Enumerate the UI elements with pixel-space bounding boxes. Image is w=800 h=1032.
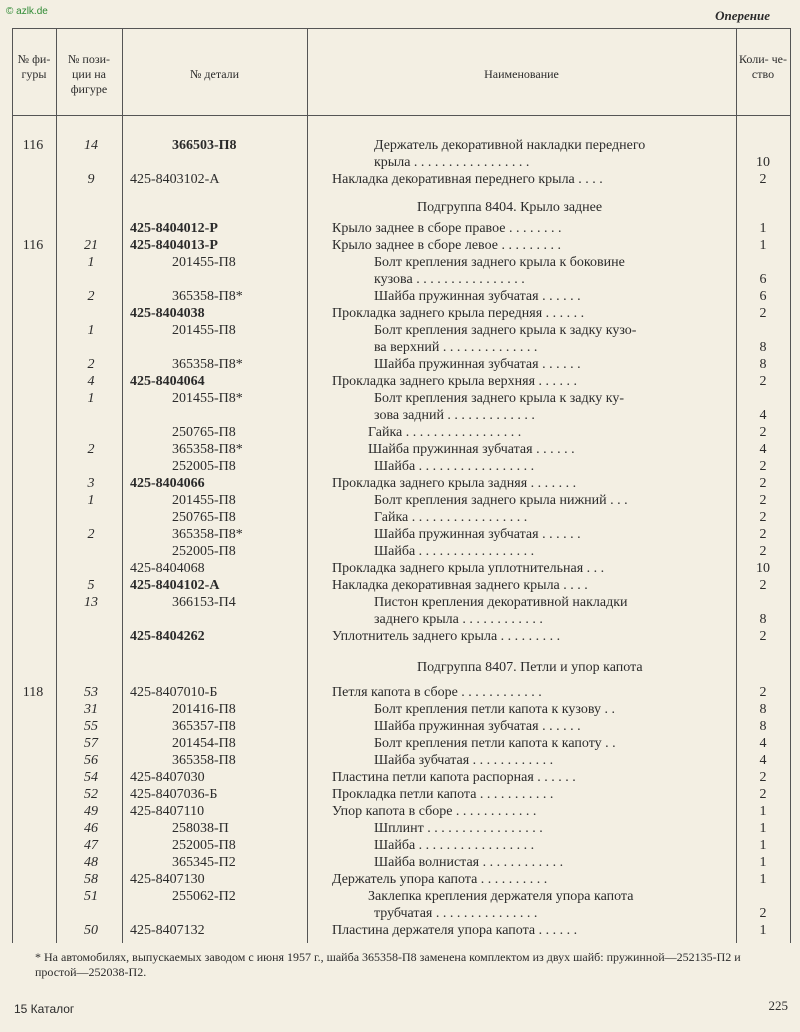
position-number: 31 — [84, 702, 98, 717]
quantity: 2 — [759, 459, 767, 474]
quantity: 4 — [759, 736, 767, 751]
quantity: 8 — [759, 357, 767, 372]
table-row — [12, 356, 790, 373]
position-number: 2 — [87, 442, 95, 457]
table-row — [12, 254, 790, 271]
part-number: 201416-П8 — [172, 702, 236, 717]
position-number: 50 — [84, 923, 98, 938]
table-row — [12, 458, 790, 475]
header-pos: № пози- ции на фигуре — [67, 52, 111, 96]
position-number: 1 — [87, 391, 95, 406]
quantity: 2 — [759, 374, 767, 389]
quantity: 8 — [759, 340, 767, 355]
fig-number: 116 — [22, 138, 44, 153]
quantity: 2 — [759, 544, 767, 559]
part-name: Шайба волнистая . . . . . . . . . . . . — [374, 855, 564, 870]
quantity: 8 — [759, 719, 767, 734]
part-number: 250765-П8 — [172, 510, 236, 525]
part-name: зова задний . . . . . . . . . . . . . — [374, 408, 535, 423]
table-row — [12, 237, 790, 254]
quantity: 2 — [759, 770, 767, 785]
part-name: Шайба пружинная зубчатая . . . . . . — [374, 527, 581, 542]
table-row — [12, 526, 790, 543]
table-row — [12, 628, 790, 645]
table-row — [12, 735, 790, 752]
table-row — [12, 492, 790, 509]
part-number: 365358-П8 — [172, 753, 236, 768]
part-number: 365358-П8* — [172, 357, 243, 372]
part-number: 425-8404068 — [130, 561, 205, 576]
table-row — [12, 854, 790, 871]
table-row — [12, 803, 790, 820]
part-name: Болт крепления заднего крыла к задку кузо- — [374, 323, 637, 338]
part-name: заднего крыла . . . . . . . . . . . . — [374, 612, 543, 627]
footnote: * На автомобилях, выпускаемых заводом с июня 1957 г., шайба 365358-П8 заменена комплектом из двух шайб: пружинной—252135-П2 и простой—252038-П2. — [35, 950, 741, 979]
position-number: 47 — [84, 838, 98, 853]
part-name: Шайба пружинная зубчатая . . . . . . — [374, 289, 581, 304]
table-row — [12, 769, 790, 786]
part-name: Пистон крепления декоративной накладки — [374, 595, 628, 610]
part-number: 252005-П8 — [172, 838, 236, 853]
part-name: Уплотнитель заднего крыла . . . . . . . . . — [332, 629, 561, 644]
col-border-right — [790, 28, 791, 943]
table-row — [12, 922, 790, 939]
part-name: Гайка . . . . . . . . . . . . . . . . . — [374, 510, 528, 525]
table-row — [12, 199, 790, 216]
part-name: Пластина петли капота распорная . . . . . . — [332, 770, 576, 785]
header-qty: Коли- че- ство — [738, 52, 787, 81]
header-bottom-rule — [12, 115, 790, 116]
part-number: 425-8404038 — [130, 306, 205, 321]
table-row — [12, 611, 790, 628]
part-number: 425-8404262 — [130, 629, 205, 644]
quantity: 6 — [759, 272, 767, 287]
fig-number: 118 — [22, 685, 44, 700]
part-name: Прокладка заднего крыла передняя . . . . . . — [332, 306, 585, 321]
part-name: трубчатая . . . . . . . . . . . . . . . — [374, 906, 538, 921]
quantity: 6 — [759, 289, 767, 304]
part-number: 201454-П8 — [172, 736, 236, 751]
quantity: 2 — [759, 425, 767, 440]
part-name: Шайба . . . . . . . . . . . . . . . . . — [374, 459, 535, 474]
table-row — [12, 441, 790, 458]
part-number: 425-8407036-Б — [130, 787, 218, 802]
part-name: Петля капота в сборе . . . . . . . . . . . . — [332, 685, 542, 700]
part-name: Прокладка заднего крыла задняя . . . . . . . — [332, 476, 577, 491]
part-name: Крыло заднее в сборе правое . . . . . . . . — [332, 221, 562, 236]
table-row — [12, 888, 790, 905]
part-name: кузова . . . . . . . . . . . . . . . . — [374, 272, 525, 287]
position-number: 53 — [84, 685, 98, 700]
quantity: 10 — [756, 561, 770, 576]
part-name: Прокладка петли капота . . . . . . . . . . . — [332, 787, 554, 802]
part-number: 365358-П8* — [172, 289, 243, 304]
part-name: Шайба . . . . . . . . . . . . . . . . . — [374, 838, 535, 853]
part-name: Шплинт . . . . . . . . . . . . . . . . . — [374, 821, 543, 836]
table-row — [12, 905, 790, 922]
position-number: 2 — [87, 527, 95, 542]
table-row — [12, 171, 790, 188]
part-number: 425-8407130 — [130, 872, 205, 887]
part-name: Пластина держателя упора капота . . . . . . — [332, 923, 578, 938]
table-row — [12, 820, 790, 837]
position-number: 2 — [87, 357, 95, 372]
table-row — [12, 407, 790, 424]
part-number: 365358-П8* — [172, 442, 243, 457]
part-number: 366503-П8 — [172, 138, 237, 153]
quantity: 2 — [759, 906, 767, 921]
position-number: 49 — [84, 804, 98, 819]
running-head: Оперение — [715, 8, 770, 23]
table-row — [12, 560, 790, 577]
quantity: 2 — [759, 172, 767, 187]
quantity: 2 — [759, 306, 767, 321]
part-name: Шайба пружинная зубчатая . . . . . . — [374, 357, 581, 372]
position-number: 46 — [84, 821, 98, 836]
table-row — [12, 137, 790, 154]
position-number: 2 — [87, 289, 95, 304]
part-number: 201455-П8 — [172, 493, 236, 508]
table-row — [12, 305, 790, 322]
part-number: 425-8404102-А — [130, 578, 220, 593]
table-row — [12, 871, 790, 888]
subgroup-heading: Подгруппа 8404. Крыло заднее — [417, 200, 603, 215]
part-number: 365357-П8 — [172, 719, 236, 734]
quantity: 4 — [759, 753, 767, 768]
part-name: Прокладка заднего крыла верхняя . . . . . . — [332, 374, 578, 389]
quantity: 1 — [759, 238, 767, 253]
table-row — [12, 701, 790, 718]
part-number: 252005-П8 — [172, 544, 236, 559]
fig-number: 116 — [22, 238, 44, 253]
table-row — [12, 837, 790, 854]
position-number: 14 — [84, 138, 98, 153]
quantity: 4 — [759, 408, 767, 423]
part-name: Держатель упора капота . . . . . . . . . . — [332, 872, 548, 887]
quantity: 1 — [759, 221, 767, 236]
position-number: 13 — [84, 595, 98, 610]
part-name: Болт крепления петли капота к капоту . . — [374, 736, 616, 751]
part-number: 425-8403102-А — [130, 172, 220, 187]
quantity: 2 — [759, 629, 767, 644]
part-name: Шайба . . . . . . . . . . . . . . . . . — [374, 544, 535, 559]
header-fig: № фи- гуры — [17, 52, 51, 81]
part-number: 365345-П2 — [172, 855, 236, 870]
quantity: 2 — [759, 510, 767, 525]
part-number: 425-8404012-Р — [130, 221, 218, 236]
table-row — [12, 390, 790, 407]
part-name: Прокладка заднего крыла уплотнительная . . . — [332, 561, 605, 576]
part-name: Гайка . . . . . . . . . . . . . . . . . — [368, 425, 522, 440]
position-number: 4 — [87, 374, 95, 389]
table-row — [12, 577, 790, 594]
position-number: 9 — [87, 172, 95, 187]
quantity: 2 — [759, 787, 767, 802]
part-number: 250765-П8 — [172, 425, 236, 440]
part-name: Болт крепления петли капота к кузову . . — [374, 702, 615, 717]
part-name: Накладка декоративная переднего крыла . . . . — [332, 172, 603, 187]
part-name: Упор капота в сборе . . . . . . . . . . . . — [332, 804, 537, 819]
position-number: 1 — [87, 493, 95, 508]
position-number: 5 — [87, 578, 95, 593]
table-row — [12, 288, 790, 305]
page-footer-left: 15 Каталог — [14, 1002, 75, 1016]
quantity: 2 — [759, 476, 767, 491]
part-name: Шайба пружинная зубчатая . . . . . . — [374, 719, 581, 734]
quantity: 1 — [759, 855, 767, 870]
table-row — [12, 752, 790, 769]
position-number: 55 — [84, 719, 98, 734]
position-number: 56 — [84, 753, 98, 768]
position-number: 54 — [84, 770, 98, 785]
position-number: 3 — [87, 476, 95, 491]
table-row — [12, 322, 790, 339]
quantity: 2 — [759, 578, 767, 593]
table-row — [12, 786, 790, 803]
part-number: 255062-П2 — [172, 889, 236, 904]
quantity: 8 — [759, 702, 767, 717]
part-name: Болт крепления заднего крыла к задку ку- — [374, 391, 625, 406]
part-number: 201455-П8 — [172, 255, 236, 270]
subgroup-heading: Подгруппа 8407. Петли и упор капота — [417, 660, 643, 675]
table-row — [12, 718, 790, 735]
watermark: © azlk.de — [6, 6, 48, 17]
part-name: Шайба зубчатая . . . . . . . . . . . . — [374, 753, 554, 768]
part-name: Болт крепления заднего крыла к боковине — [374, 255, 625, 270]
table-row — [12, 475, 790, 492]
quantity: 1 — [759, 872, 767, 887]
part-number: 425-8407010-Б — [130, 685, 218, 700]
table-top-rule — [12, 28, 790, 29]
table-row — [12, 373, 790, 390]
part-name: Держатель декоративной накладки переднего — [374, 138, 646, 153]
quantity: 2 — [759, 685, 767, 700]
position-number: 52 — [84, 787, 98, 802]
quantity: 8 — [759, 612, 767, 627]
part-name: ва верхний . . . . . . . . . . . . . . — [374, 340, 538, 355]
table-row — [12, 424, 790, 441]
part-name: Накладка декоративная заднего крыла . . . . — [332, 578, 588, 593]
table-row — [12, 271, 790, 288]
part-number: 258038-П — [172, 821, 229, 836]
part-number: 201455-П8* — [172, 391, 243, 406]
quantity: 1 — [759, 923, 767, 938]
position-number: 48 — [84, 855, 98, 870]
header-part: № детали — [189, 67, 240, 81]
quantity: 2 — [759, 527, 767, 542]
part-number: 366153-П4 — [172, 595, 236, 610]
part-number: 425-8404066 — [130, 476, 205, 491]
table-row — [12, 543, 790, 560]
quantity: 10 — [756, 155, 770, 170]
table-row — [12, 154, 790, 171]
header-name: Наименование — [484, 67, 559, 81]
part-number: 201455-П8 — [172, 323, 236, 338]
quantity: 1 — [759, 821, 767, 836]
table-row — [12, 684, 790, 701]
table-row — [12, 509, 790, 526]
part-name: Заклепка крепления держателя упора капота — [368, 889, 634, 904]
page-number: 225 — [768, 998, 788, 1013]
position-number: 1 — [87, 323, 95, 338]
position-number: 51 — [84, 889, 98, 904]
part-number: 252005-П8 — [172, 459, 236, 474]
part-name: Шайба пружинная зубчатая . . . . . . — [368, 442, 575, 457]
part-number: 425-8404013-Р — [130, 238, 218, 253]
part-number: 425-8404064 — [130, 374, 205, 389]
table-row — [12, 339, 790, 356]
part-number: 425-8407110 — [130, 804, 205, 819]
part-number: 425-8407132 — [130, 923, 205, 938]
table-row — [12, 594, 790, 611]
quantity: 4 — [759, 442, 767, 457]
part-number: 425-8407030 — [130, 770, 205, 785]
quantity: 1 — [759, 838, 767, 853]
part-name: Болт крепления заднего крыла нижний . . . — [374, 493, 628, 508]
table-row — [12, 220, 790, 237]
position-number: 58 — [84, 872, 98, 887]
quantity: 1 — [759, 804, 767, 819]
part-name: Крыло заднее в сборе левое . . . . . . . . . — [332, 238, 561, 253]
position-number: 57 — [84, 736, 98, 751]
quantity: 2 — [759, 493, 767, 508]
position-number: 1 — [87, 255, 95, 270]
table-row — [12, 659, 790, 676]
position-number: 21 — [84, 238, 98, 253]
part-name: крыла . . . . . . . . . . . . . . . . . — [374, 155, 530, 170]
part-number: 365358-П8* — [172, 527, 243, 542]
